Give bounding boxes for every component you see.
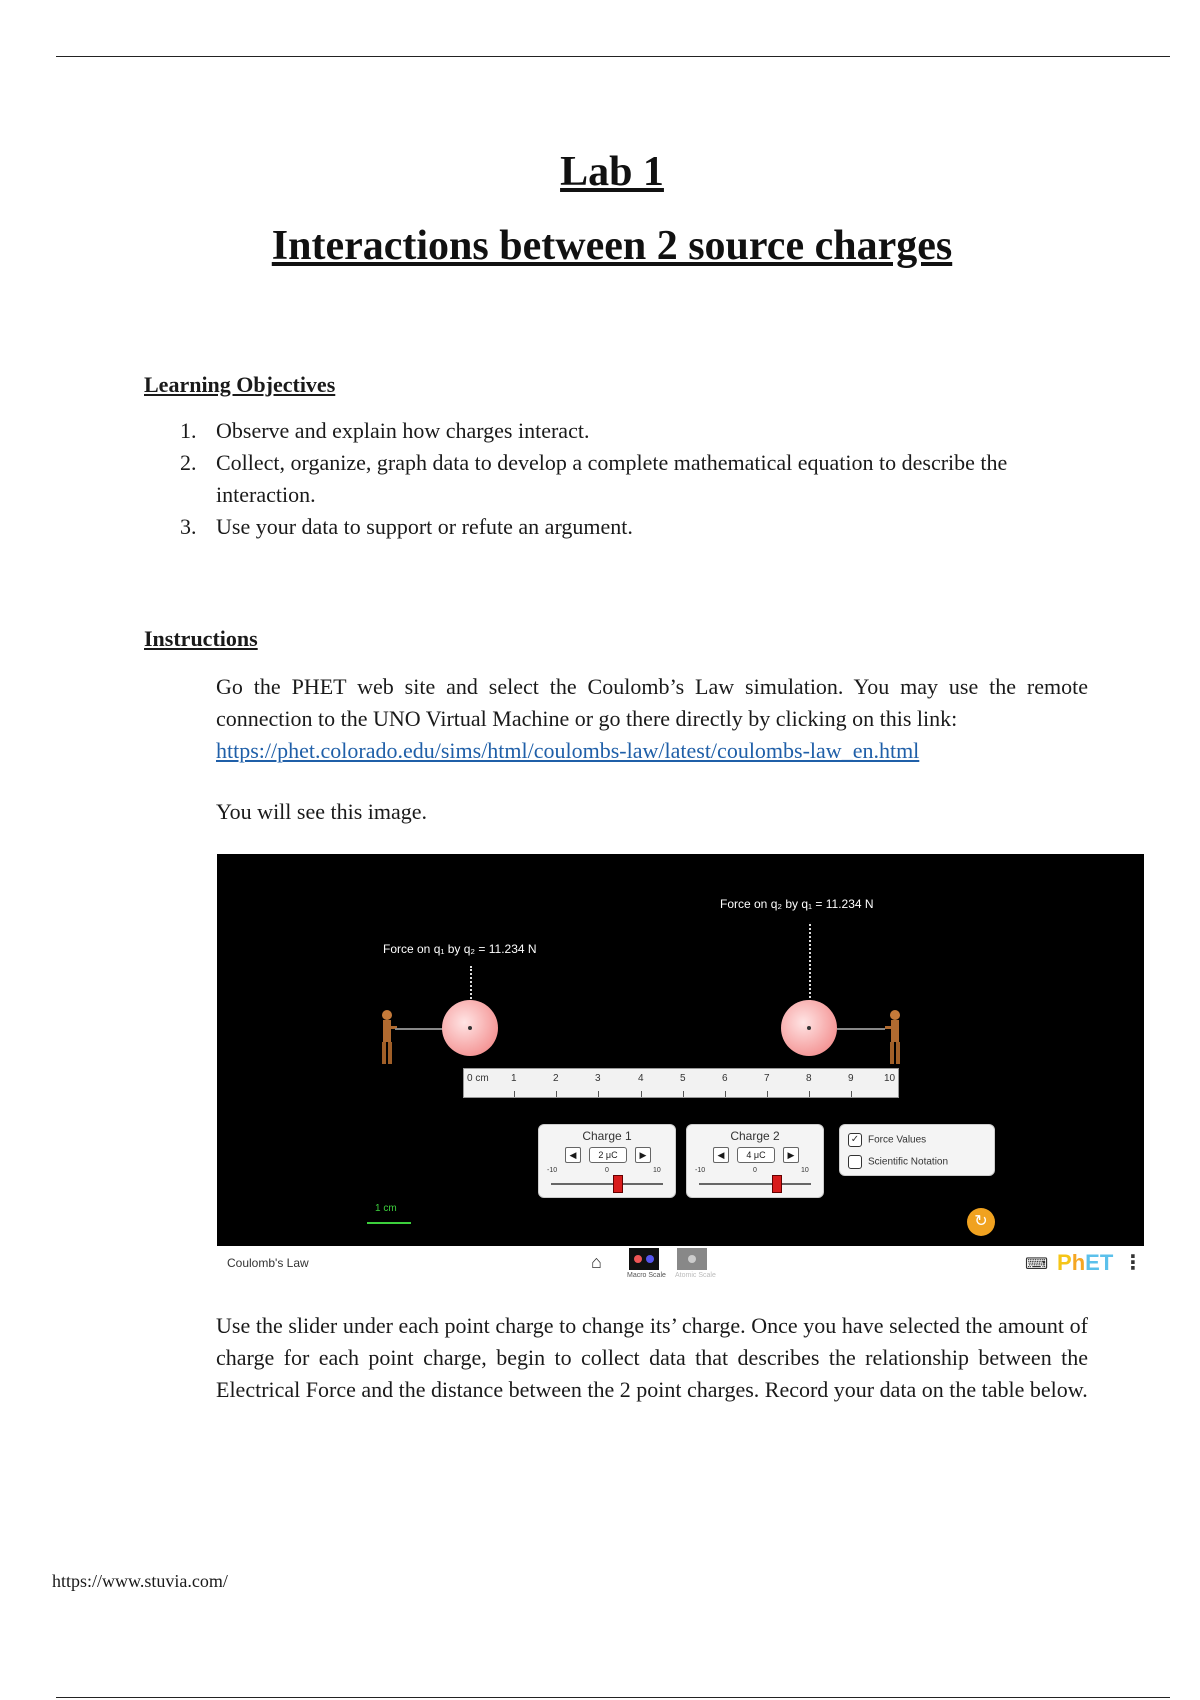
ruler-label: 0 cm <box>467 1073 489 1084</box>
atomic-scale-screen-icon[interactable] <box>677 1248 707 1270</box>
ruler-minor-tick <box>683 1091 684 1097</box>
ruler-minor-tick <box>598 1091 599 1097</box>
list-item <box>180 415 1080 447</box>
force-on-q1-label: Force on q₁ by q₂ = 11.234 N <box>383 942 537 956</box>
macro-scale-screen-icon[interactable] <box>629 1248 659 1270</box>
scientific-notation-label: Scientific Notation <box>868 1156 949 1168</box>
right-puller-figure <box>885 1008 905 1066</box>
charge-q1[interactable] <box>442 1000 498 1056</box>
ruler-minor-tick <box>809 1091 810 1097</box>
list-item <box>180 511 1080 543</box>
scale-bar <box>367 1222 411 1224</box>
charge1-value: 2 μC <box>589 1147 627 1163</box>
charge1-decrement-button[interactable]: ◀ <box>565 1147 581 1163</box>
charge1-slider-mid: 0 <box>605 1167 609 1174</box>
ruler-label: 5 <box>680 1073 686 1084</box>
charge1-slider-track[interactable] <box>551 1183 663 1185</box>
charge2-slider-max: 10 <box>801 1167 809 1174</box>
list-item-number: 2. <box>180 450 197 475</box>
footer-url: https://www.stuvia.com/ <box>52 1571 228 1591</box>
ruler-minor-tick <box>851 1091 852 1097</box>
charge2-slider-min: -10 <box>695 1167 706 1174</box>
instructions-text: Go the PHET web site and select the Coulomb’s Law simulation. You may use the remote connection to the UNO Virtual Machine or go there directly by clicking on this link: <box>216 674 1088 731</box>
force-on-q2-label: Force on q₂ by q₁ = 11.234 N <box>720 897 874 911</box>
scientific-notation-checkbox[interactable] <box>848 1155 862 1169</box>
display-options-panel <box>839 1124 995 1176</box>
charge1-spinner <box>565 1147 649 1163</box>
ruler-minor-tick <box>767 1091 768 1097</box>
charge2-increment-button[interactable]: ▶ <box>783 1147 799 1163</box>
charge-q2-center <box>807 1026 811 1030</box>
atomic-scale-label: Atomic Scale <box>675 1272 716 1279</box>
right-rope <box>837 1028 885 1030</box>
charge-q2[interactable] <box>781 1000 837 1056</box>
more-menu-icon[interactable]: ⋮ <box>1123 1252 1143 1274</box>
force-values-checkbox[interactable]: ✓ <box>848 1133 862 1147</box>
charge-q1-center <box>468 1026 472 1030</box>
scale-bar-label: 1 cm <box>375 1203 397 1214</box>
charge2-slider-thumb[interactable] <box>772 1175 782 1193</box>
phet-logo[interactable]: PhET <box>1057 1250 1114 1275</box>
bottom-rule <box>56 1697 1170 1698</box>
ruler-label: 9 <box>848 1073 854 1084</box>
home-icon[interactable]: ⌂ <box>591 1252 602 1272</box>
ruler-minor-tick <box>725 1091 726 1097</box>
reset-icon: ↻ <box>974 1213 988 1230</box>
list-item-number: 1. <box>180 418 197 443</box>
list-item-text: Use your data to support or refute an argument. <box>216 514 633 539</box>
ruler-minor-tick <box>514 1091 515 1097</box>
ruler-label: 10 <box>884 1073 896 1084</box>
charge2-control-panel <box>686 1124 824 1198</box>
list-item-text: Collect, organize, graph data to develop a complete mathematical equation to describe the interaction. <box>216 450 1008 507</box>
objectives-list <box>180 415 1080 543</box>
instructions-heading: Instructions <box>144 626 258 651</box>
charge2-title: Charge 2 <box>730 1129 780 1143</box>
charge1-slider-thumb[interactable] <box>613 1175 623 1193</box>
list-item <box>180 447 1080 511</box>
charge2-value: 4 μC <box>737 1147 775 1163</box>
sim-navbar <box>217 1246 1144 1280</box>
keyboard-icon[interactable]: ⌨ <box>1025 1256 1049 1273</box>
reset-all-button[interactable] <box>967 1208 995 1236</box>
charge1-slider-max: 10 <box>653 1167 661 1174</box>
ruler-label: 2 <box>553 1073 559 1084</box>
ruler-label: 4 <box>638 1073 644 1084</box>
see-image-text: You will see this image. <box>216 799 428 824</box>
charge2-decrement-button[interactable]: ◀ <box>713 1147 729 1163</box>
ruler-label: 3 <box>595 1073 601 1084</box>
charge2-slider-track[interactable] <box>699 1183 811 1185</box>
phet-simulation-link[interactable]: https://phet.colorado.edu/sims/html/coulombs-law/latest/coulombs-law_en.html <box>216 738 920 763</box>
force-values-label: Force Values <box>868 1134 927 1146</box>
ruler-label: 7 <box>764 1073 770 1084</box>
charge2-slider-mid: 0 <box>753 1167 757 1174</box>
top-rule <box>56 56 1170 57</box>
ruler[interactable] <box>463 1068 899 1098</box>
collect-data-paragraph: Use the slider under each point charge to change its’ charge. Once you have selected the amount of charge for each point charge, begin to collect data that describes the relationship between the Electrical Force and the distance between the 2 point charges. Record your data on the table below. <box>216 1313 1088 1402</box>
lab-title: Lab 1 <box>560 149 664 195</box>
sim-title: Coulomb's Law <box>227 1256 309 1270</box>
learning-objectives-heading: Learning Objectives <box>144 372 336 397</box>
ruler-minor-tick <box>556 1091 557 1097</box>
lab-subtitle: Interactions between 2 source charges <box>271 223 953 269</box>
ruler-label: 1 <box>511 1073 517 1084</box>
force-values-option[interactable] <box>848 1133 926 1147</box>
list-item-text: Observe and explain how charges interact. <box>216 418 590 443</box>
charge2-spinner <box>713 1147 797 1163</box>
charge1-slider-min: -10 <box>547 1167 558 1174</box>
sim-play-area <box>217 854 1144 1246</box>
left-rope <box>395 1028 443 1030</box>
list-item-number: 3. <box>180 514 197 539</box>
charge1-increment-button[interactable]: ▶ <box>635 1147 651 1163</box>
coulombs-law-simulation <box>217 854 1144 1280</box>
instructions-paragraph <box>216 671 1088 767</box>
left-puller-figure <box>377 1008 397 1066</box>
charge1-title: Charge 1 <box>582 1129 632 1143</box>
ruler-label: 6 <box>722 1073 728 1084</box>
ruler-label: 8 <box>806 1073 812 1084</box>
macro-scale-label: Macro Scale <box>627 1272 666 1279</box>
charge1-control-panel <box>538 1124 676 1198</box>
ruler-minor-tick <box>641 1091 642 1097</box>
scientific-notation-option[interactable] <box>848 1155 948 1169</box>
